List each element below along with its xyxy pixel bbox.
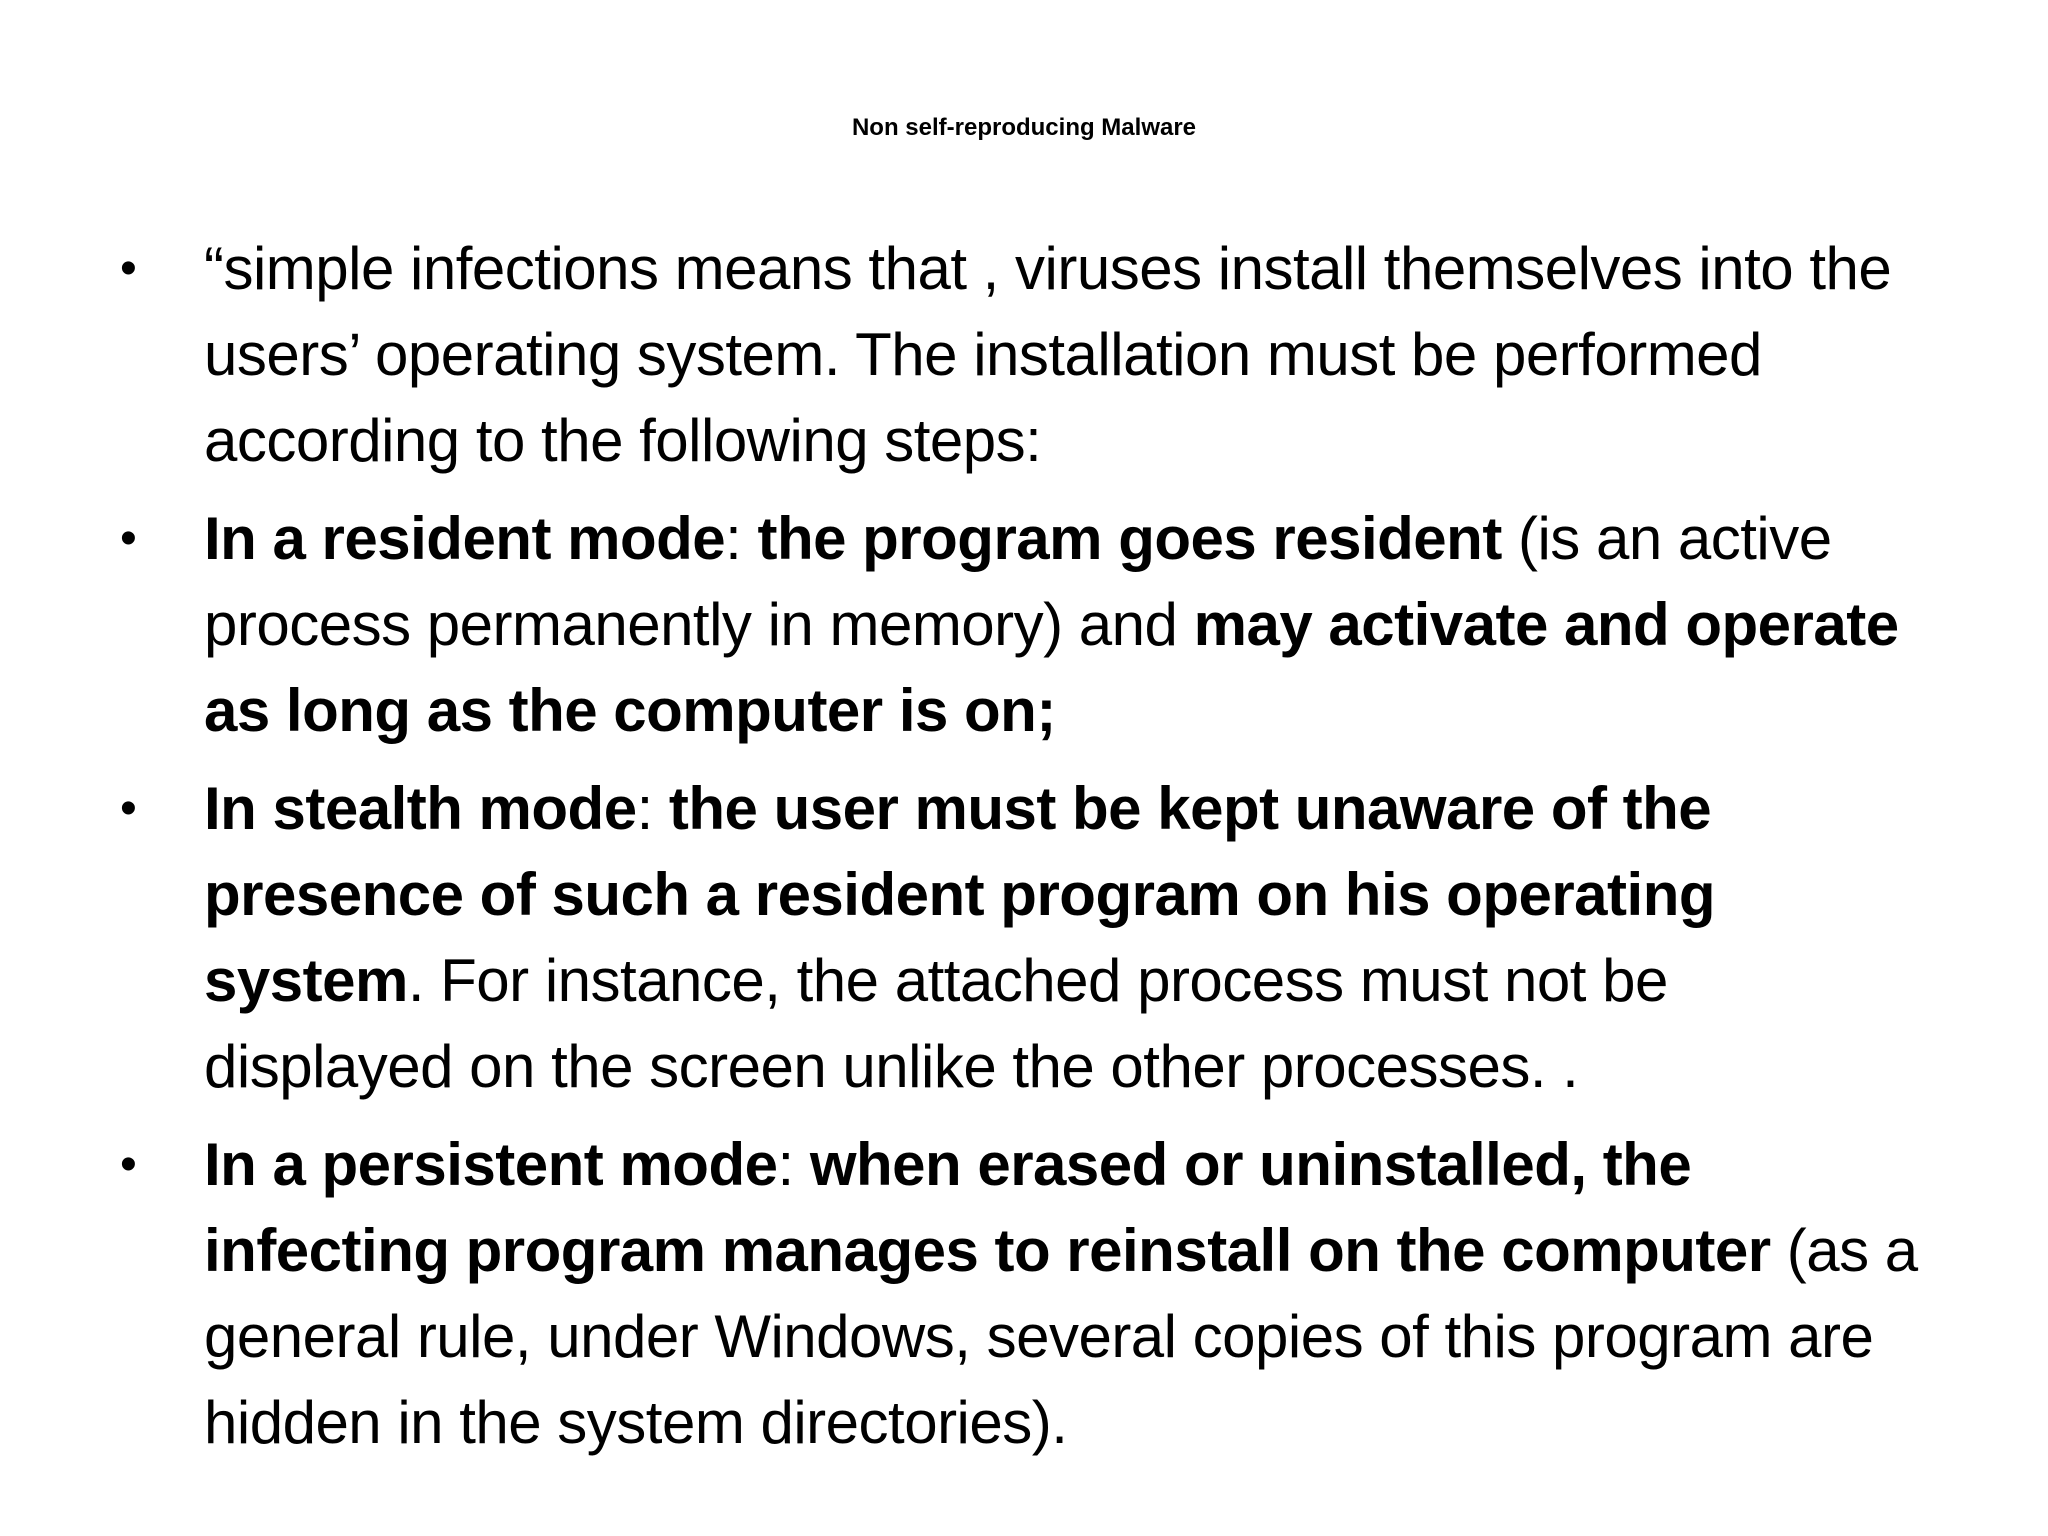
bullet-term: In a resident mode	[204, 505, 726, 572]
bullet-text: :	[636, 775, 669, 842]
bullet-term: In stealth mode	[204, 775, 637, 842]
bullet-item-stealth-mode	[120, 766, 1920, 1110]
bullet-text: (as a general rule, under Windows, several copies of this program are hidden in the system directories).	[204, 1217, 1918, 1456]
bullet-text: :	[725, 505, 758, 572]
bullet-dot-icon: •	[120, 1138, 137, 1191]
bullet-item-resident-mode	[120, 496, 1920, 754]
bullet-item-simple-infections	[120, 226, 1920, 484]
bullet-dot-icon: •	[120, 242, 137, 295]
bullet-dot-icon: •	[120, 512, 137, 565]
bullet-emphasis: the user must be kept unaware of the presence of such a resident program on his operating system	[204, 775, 1716, 1014]
bullet-text: (is an active process permanently in memory) and	[204, 505, 1832, 658]
bullet-list	[120, 226, 1920, 1478]
bullet-text: “simple infections means that , viruses install themselves into the users’ operating system. The installation must be performed according to the following steps:	[204, 235, 1892, 474]
bullet-emphasis: may activate and operate as long as the computer is on;	[204, 591, 1899, 744]
bullet-text: . For instance, the attached process must not be displayed on the screen unlike the other processes. .	[204, 947, 1668, 1100]
bullet-dot-icon: •	[120, 782, 137, 835]
bullet-item-persistent-mode	[120, 1122, 1920, 1466]
bullet-text: :	[777, 1131, 810, 1198]
bullet-emphasis: the program goes resident	[757, 505, 1502, 572]
bullet-term: In a persistent mode	[204, 1131, 778, 1198]
bullet-emphasis: when erased or uninstalled, the infecting program manages to reinstall on the computer	[204, 1131, 1771, 1284]
slide-title: Non self-reproducing Malware	[851, 114, 1197, 141]
